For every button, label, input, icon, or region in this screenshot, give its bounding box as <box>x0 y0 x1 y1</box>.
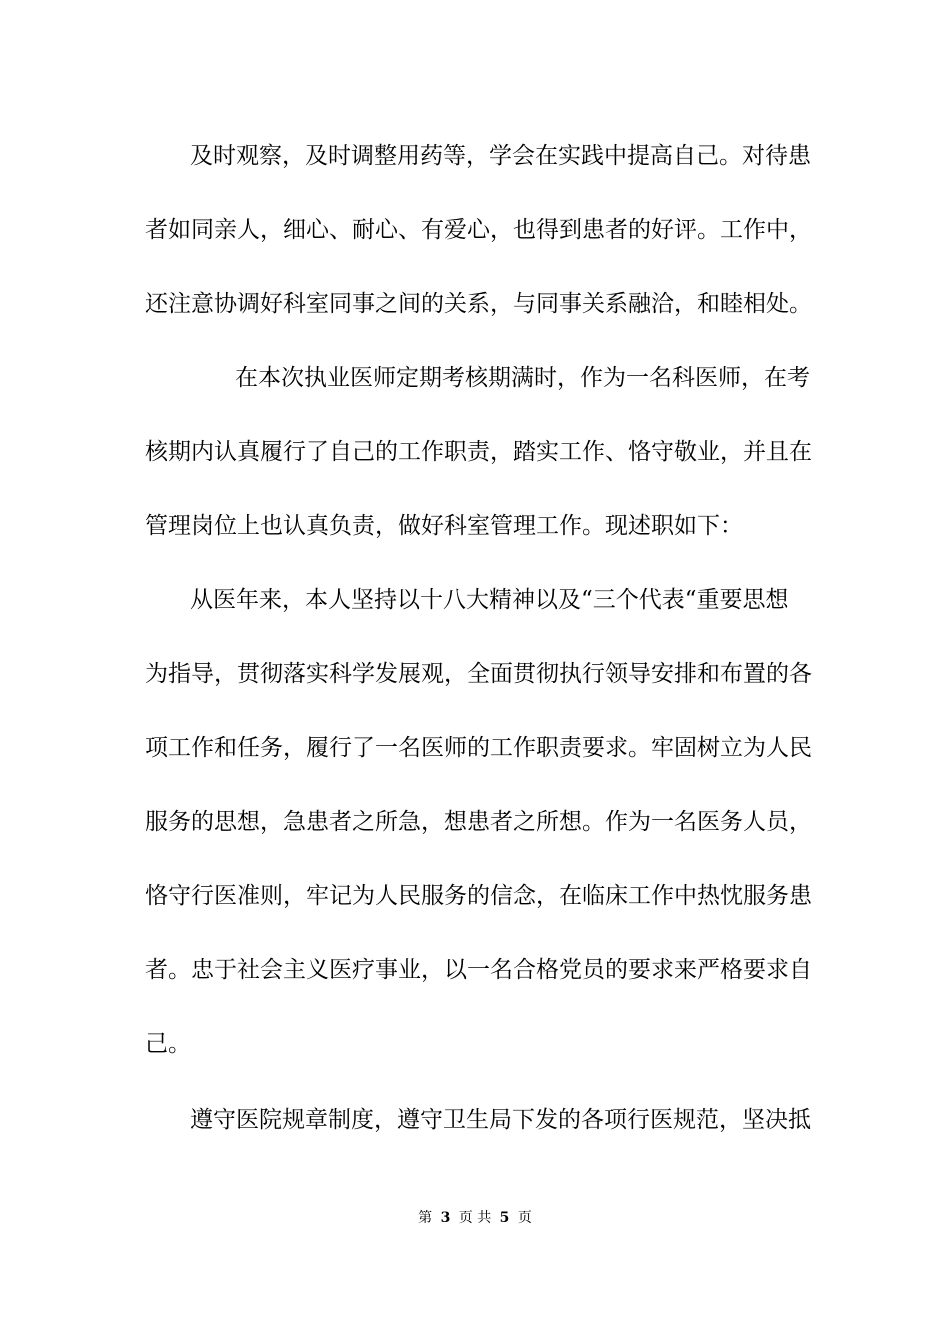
text-line-1: 及时观察，及时调整用药等，学会在实践中提高自己。对待患 <box>190 143 811 169</box>
text-line-12: 者。忠于社会主义医疗事业，以一名合格党员的要求来严格要求自 <box>145 957 812 983</box>
text-line-5: 核期内认真履行了自己的工作职责，踏实工作、恪守敬业，并且在 <box>145 439 812 465</box>
footer-page-number: 3 <box>440 1210 451 1226</box>
text-line-14: 遵守医院规章制度，遵守卫生局下发的各项行医规范，坚决抵 <box>190 1107 811 1133</box>
text-line-6: 管理岗位上也认真负责，做好科室管理工作。现述职如下： <box>145 513 743 539</box>
text-line-13: 己。 <box>145 1031 191 1057</box>
footer-total-pages: 5 <box>499 1210 510 1226</box>
text-line-4: 在本次执业医师定期考核期满时，作为一名科医师，在考 <box>235 365 810 391</box>
footer-prefix: 第 <box>418 1210 433 1226</box>
text-line-8: 为指导，贯彻落实科学发展观，全面贯彻执行领导安排和布置的各 <box>145 661 812 687</box>
footer-middle: 页 共 <box>458 1210 492 1226</box>
page-footer <box>0 1208 950 1228</box>
text-line-11: 恪守行医准则，牢记为人民服务的信念，在临床工作中热忱服务患 <box>145 883 812 909</box>
text-line-7: 从医年来，本人坚持以十八大精神以及“三个代表“重要思想 <box>190 587 789 613</box>
text-line-2: 者如同亲人，细心、耐心、有爱心，也得到患者的好评。工作中， <box>145 217 812 243</box>
text-line-3: 还注意协调好科室同事之间的关系，与同事关系融洽，和睦相处。 <box>145 291 812 317</box>
text-line-10: 服务的思想，急患者之所急，想患者之所想。作为一名医务人员， <box>145 809 812 835</box>
text-line-9: 项工作和任务，履行了一名医师的工作职责要求。牢固树立为人民 <box>145 735 812 761</box>
footer-suffix: 页 <box>517 1210 532 1226</box>
